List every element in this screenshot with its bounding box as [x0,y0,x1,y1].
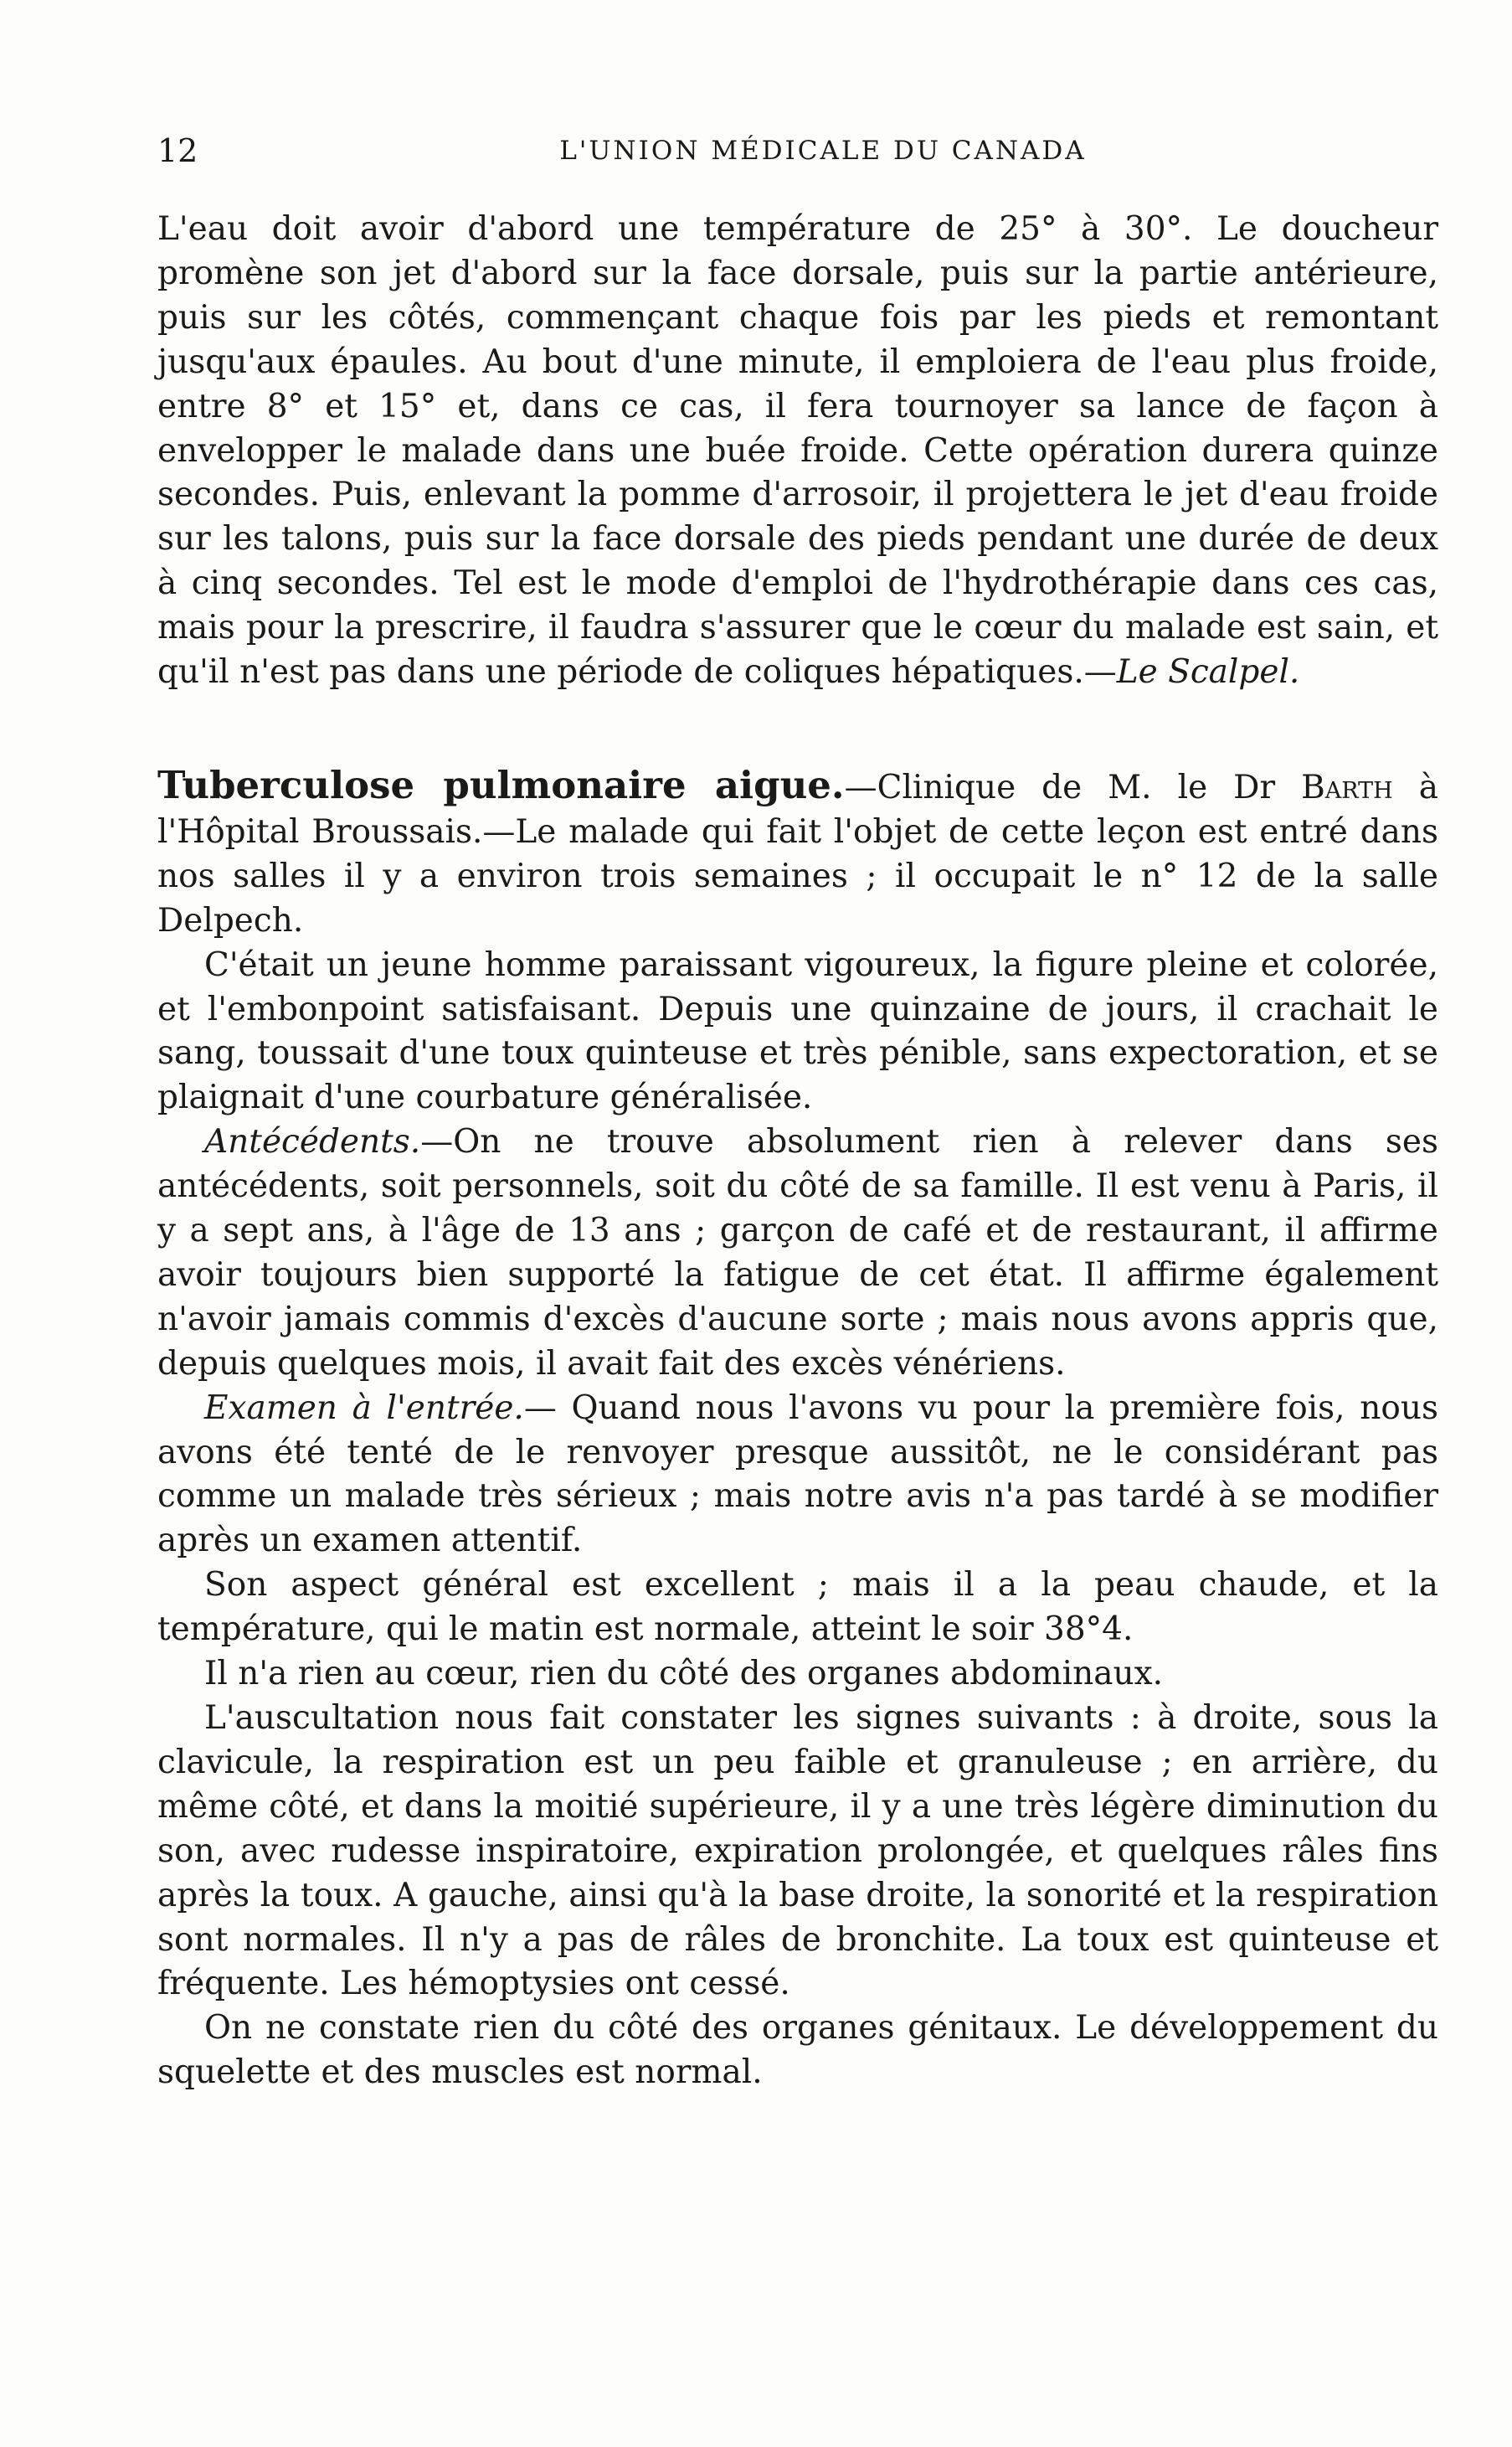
paragraph-genitaux: On ne constate rien du côté des organes génitaux. Le développement du squelette et des muscles est normal. [157,2009,1438,2092]
page-body [157,208,1438,2352]
paragraph-auscultation: L'auscultation nous fait constater les signes suivants : à droite, sous la clavicule, la respiration est un peu faible et granuleuse ; en arrière, du même côté, et dans la moitié supérieure, il y a une très légère diminution du son, avec rudesse inspiratoire, expiration prolongée, et quelques râles fins après la toux. A gauche, ainsi qu'à la base droite, la sonorité et la respiration sont normales. Il n'y a pas de râles de bronchite. La toux est quinteuse et fréquente. Les hémoptysies ont cessé. [157,1699,1438,2003]
intro-text: à l'Hôpital Broussais.—Le malade qui fait l'objet de cette leçon est entré dans nos salles il y a environ trois semaines ; il occupait le n° 12 de la salle Delpech. [157,768,1438,940]
paragraph-presentation: C'était un jeune homme paraissant vigoureux, la figure pleine et colorée, et l'embonpoint satisfaisant. Depuis une quinzaine de jours, il crachait le sang, toussait d'une toux quinteuse et très pénible, sans expectoration, et se plaignait d'une courbature généralisée. [157,945,1438,1117]
section-gap [157,695,1438,764]
page-header [157,126,1438,176]
source-citation: Le Scalpel. [1116,653,1300,692]
hydrotherapy-text: L'eau doit avoir d'abord une température de 25° à 30°. Le doucheur promène son jet d'abord sur la face dorsale, puis sur la partie antérieure, puis sur les côtés, commençant chaque fois par les pieds et remontant jusqu'aux épaules. Au bout d'une minute, il emploiera de l'eau plus froide, entre 8° et 15° et, dans ce cas, il fera tournoyer sa lance de façon à envelopper le malade dans une buée froide. Cette opération durera quinze secondes. Puis, enlevant la pomme d'arrosoir, il projettera le jet d'eau froide sur les talons, puis sur la face dorsale des pieds pendant une durée de deux à cinq secondes. Tel est le mode d'emploi de l'hydrothérapie dans ces cas, mais pour la prescrire, il faudra s'assurer que le cœur du malade est sain, et qu'il n'est pas dans une période de coliques hépatiques.— [157,210,1438,692]
clinic-prefix: —Clinique de M. le Dr [844,768,1302,806]
doctor-name: Barth [1301,768,1393,806]
page-number: 12 [157,132,198,169]
article-hydrotherapy-paragraph [157,208,1438,695]
antecedents-text: —On ne trouve absolument rien à relever dans ses antécédents, soit personnels, soit du côté de sa famille. Il est venu à Paris, il y a sept ans, à l'âge de 13 ans ; garçon de café et de restaurant, il affirme avoir toujours bien supporté la fatigue de cet état. Il affirme également n'avoir jamais commis d'excès d'aucune sorte ; mais nous avons appris que, depuis quelques mois, il avait fait des excès vénériens. [157,1123,1438,1383]
paragraph-antecedents [157,1120,1438,1386]
examen-label: Examen à l'entrée. [204,1388,524,1427]
running-head: L'UNION MÉDICALE DU CANADA [559,136,1087,166]
paragraph-aspect: Son aspect général est excellent ; mais il a la peau chaude, et la température, qui le matin est normale, atteint le soir 38°4. [157,1566,1438,1649]
paragraph-coeur: Il n'a rien au cœur, rien du côté des organes abdominaux. [204,1655,1163,1693]
section-title: Tuberculose pulmonaire aigue. [157,762,845,807]
examen-text: — Quand nous l'avons vu pour la première fois, nous avons été tenté de le renvoyer presque aussitôt, ne le considérant pas comme un malade très sérieux ; mais notre avis n'a pas tardé à se modifier après un examen attentif. [157,1388,1438,1560]
antecedents-label: Antécédents. [204,1123,421,1162]
tuberculose-intro-paragraph [157,764,1438,944]
paragraph-examen [157,1387,1438,1564]
